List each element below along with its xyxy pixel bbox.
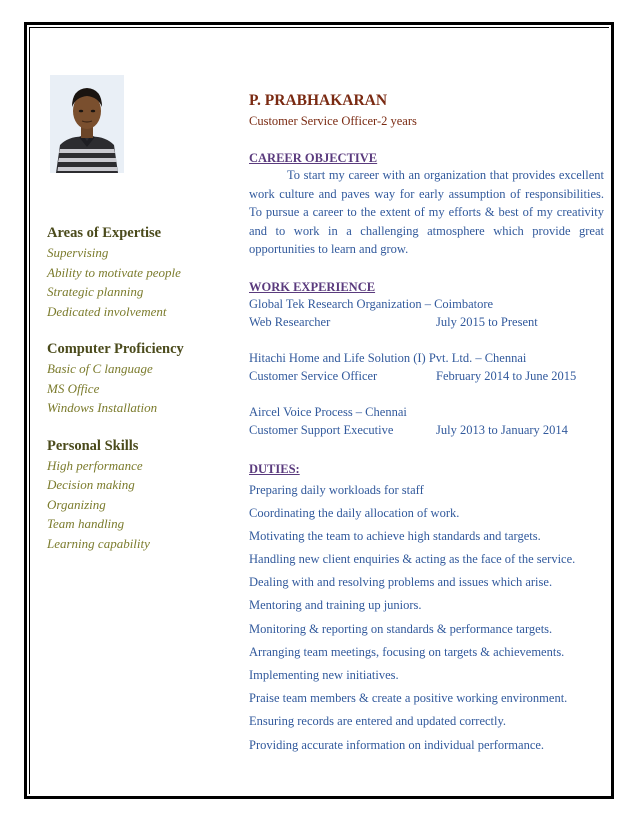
job-entry (249, 295, 604, 331)
section-heading: Computer Proficiency (47, 341, 184, 357)
sidebar-item: Learning capability (47, 535, 150, 551)
objective-heading: CAREER OBJECTIVE (249, 151, 378, 165)
sidebar-item: Ability to motivate people (47, 264, 181, 280)
sidebar-item: Dedicated involvement (47, 303, 167, 319)
duty-item: Implementing new initiatives. (249, 668, 399, 682)
job-company: Global Tek Research Organization – Coimbatore (249, 296, 494, 311)
sidebar-section-personal (47, 437, 227, 554)
experience-heading: WORK EXPERIENCE (249, 279, 376, 294)
job-company: Hitachi Home and Life Solution (I) Pvt. Ltd. – Chennai (249, 350, 527, 365)
job-period: February 2014 to June 2015 (436, 368, 577, 383)
work-experience (249, 279, 604, 439)
duty-item: Handling new client enquiries & acting as the face of the service. (249, 552, 576, 567)
duty-item: Providing accurate information on individual performance. (249, 737, 545, 752)
job-role: Web Researcher (249, 314, 331, 329)
sidebar-item: MS Office (47, 380, 100, 396)
main-content (249, 90, 604, 757)
duty-item: Coordinating the daily allocation of work. (249, 505, 460, 520)
objective-text: To start my career with an organization that provides excellent work culture and paves way for early assumption of responsibilities. To pursue a career to the extent of my efforts & best of my creativity and to work in a challenging atmosphere which provide great opportunities to learn and grow. (249, 168, 604, 256)
sidebar-section-computer (47, 340, 227, 418)
duty-item: Monitoring & reporting on standards & performance targets. (249, 621, 553, 636)
sidebar-item: Windows Installation (47, 400, 158, 415)
sidebar-item: Basic of C language (47, 361, 153, 376)
duty-item: Ensuring records are entered and updated correctly. (249, 714, 507, 729)
job-role: Customer Support Executive (249, 422, 394, 437)
sidebar-item: Decision making (47, 477, 135, 492)
sidebar-section-expertise (47, 224, 227, 321)
job-role: Customer Service Officer (249, 368, 378, 383)
candidate-subtitle: Customer Service Officer-2 years (249, 114, 417, 128)
duty-item: Motivating the team to achieve high standards and targets. (249, 528, 541, 543)
sidebar-item: High performance (47, 457, 143, 473)
job-company: Aircel Voice Process – Chennai (249, 404, 407, 419)
section-heading: Areas of Expertise (47, 225, 162, 241)
job-entry (249, 403, 604, 439)
job-period: July 2015 to Present (436, 314, 538, 329)
sidebar-item: Strategic planning (47, 284, 144, 299)
duty-item: Mentoring and training up juniors. (249, 598, 422, 613)
duty-item: Preparing daily workloads for staff (249, 482, 424, 497)
duty-item: Dealing with and resolving problems and issues which arise. (249, 575, 553, 590)
sidebar-item: Team handling (47, 516, 125, 531)
duties-section (249, 459, 604, 757)
candidate-name: P. PRABHAKARAN (249, 92, 388, 109)
sidebar (47, 224, 227, 553)
duties-heading: DUTIES: (249, 461, 300, 476)
section-heading: Personal Skills (47, 437, 139, 454)
sidebar-item: Organizing (47, 496, 106, 512)
duty-item: Arranging team meetings, focusing on targets & achievements. (249, 644, 565, 659)
duty-item: Praise team members & create a positive working environment. (249, 691, 568, 706)
job-period: July 2013 to January 2014 (436, 422, 568, 437)
sidebar-item: Supervising (47, 245, 109, 260)
profile-photo (50, 75, 124, 173)
job-entry (249, 349, 604, 385)
